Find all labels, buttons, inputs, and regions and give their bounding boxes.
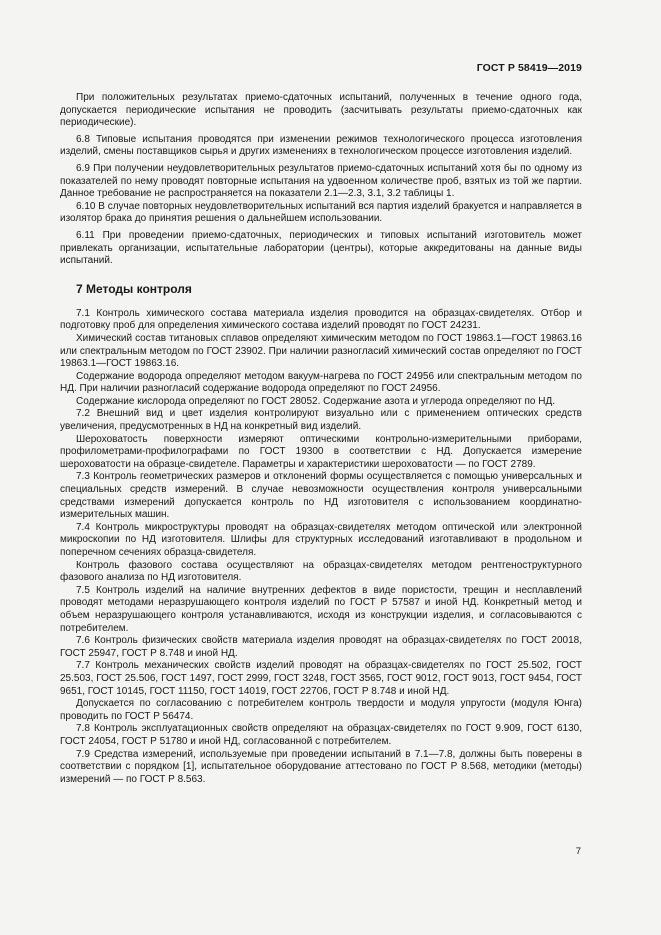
- paragraph-7-7: 7.7 Контроль механических свойств изделий проводят на образцах-свидетелях по ГОСТ 25.502, ГОСТ 25.503, ГОСТ 25.506, ГОСТ 1497, ГОСТ 2999, ГОСТ 3248, ГОСТ 3565, ГОСТ 9012, ГОСТ 9013, ГОСТ 9454, ГОСТ 9651, ГОСТ 10145, ГОСТ 11150, ГОСТ 14019, ГОСТ 22706, ГОСТ Р 8.748 и иной НД.: [60, 660, 582, 697]
- section-7-heading: 7 Методы контроля: [76, 281, 192, 296]
- page-number: 7: [575, 846, 581, 857]
- paragraph-7-8: 7.8 Контроль эксплуатационных свойств определяют на образцах-свидетелях по ГОСТ 9.909, ГОСТ 6130, ГОСТ 24054, ГОСТ Р 51780 и иной НД, согласованной с потребителем.: [60, 723, 582, 747]
- paragraph-7-1-hydrogen: Содержание водорода определяют методом вакуум-нагрева по ГОСТ 24956 или спектральным методом по НД. При наличии разногласий содержание водорода определяют по ГОСТ 24956.: [60, 370, 582, 395]
- paragraph-7-2: 7.2 Внешний вид и цвет изделия контролируют визуально или с применением оптических средств увеличения, предусмотренных в НД на конкретный вид изделий.: [60, 408, 582, 433]
- paragraph-6-8: 6.8 Типовые испытания проводятся при изменении режимов технологического процесса изготовления изделий, смены поставщиков сырья и других изменениях в технологическом процессе изготовления изделий.: [60, 133, 582, 158]
- paragraph-7-4: 7.4 Контроль микроструктуры проводят на образцах-свидетелях методом оптической или электронной микроскопии по НД изготовителя. Шлифы для структурных исследований изготавливают в продольном и поперечном сечениях образца-свидетеля.: [60, 521, 582, 558]
- standard-header: ГОСТ Р 58419—2019: [476, 62, 582, 74]
- paragraph-7-7-hardness: Допускается по согласованию с потребителем контроль твердости и модуля упругости (модуля Юнга) проводить по ГОСТ Р 56474.: [60, 698, 582, 722]
- paragraph-7-5: 7.5 Контроль изделий на наличие внутренних дефектов в виде пористости, трещин и несплавлений проводят методами неразрушающего контроля изделий по ГОСТ Р 57587 и иной НД. Конкретный метод и объем неразрушающего контроля устанавливаются, исходя из конструкции изделия, и согласовываются с потребителем.: [60, 584, 582, 634]
- paragraph-7-4-phase: Контроль фазового состава осуществляют на образцах-свидетелях методом рентгеноструктурного фазового анализа по НД изготовителя.: [60, 559, 582, 584]
- paragraph-7-9: 7.9 Средства измерений, используемые при проведении испытаний в 7.1—7.8, должны быть поверены в соответствии с порядком [1], испытательное оборудование аттестовано по ГОСТ Р 8.568, методики (методы) измерений — по ГОСТ Р 8.563.: [60, 748, 582, 785]
- paragraph-7-1-oxygen: Содержание кислорода определяют по ГОСТ 28052. Содержание азота и углерода определяют по НД.: [76, 395, 556, 407]
- paragraph-6-10: 6.10 В случае повторных неудовлетворительных испытаний вся партия изделий бракуется и направляется в изолятор брака до принятия решения о дальнейшем использовании.: [60, 200, 582, 225]
- paragraph-7-6: 7.6 Контроль физических свойств материала изделия проводят на образцах-свидетелях по ГОСТ 20018, ГОСТ 25947, ГОСТ Р 8.748 и иной НД.: [60, 635, 582, 659]
- paragraph-7-3: 7.3 Контроль геометрических размеров и отклонений формы осуществляется с помощью универсальных и специальных средств измерений. В случае невозможности осуществления контроля универсальными средствами измерений допускается контроль по НД изготовителя с использованием координатно-измерительных машин.: [60, 471, 582, 521]
- paragraph-7-1: 7.1 Контроль химического состава материала изделия проводится на образцах-свидетелях. Отбор и подготовку проб для определения химического состава изделий проводят по ГОСТ 24231.: [60, 307, 582, 332]
- paragraph-7-1-chemical: Химический состав титановых сплавов определяют химическим методом по ГОСТ 19863.1—ГОСТ 19863.16 или спектральным методом по ГОСТ 23902. При наличии разногласий химический состав определяют по ГОСТ 19863.1—ГОСТ 19863.16.: [60, 332, 582, 370]
- paragraph-6-7-cont: При положительных результатах приемо-сдаточных испытаний, полученных в течение одного года, допускается периодические испытания не проводить (засчитывать результаты приемо-сдаточных как периодические).: [60, 92, 582, 129]
- paragraph-7-2-roughness: Шероховатость поверхности измеряют оптическими контрольно-измерительными приборами, профилометрами-профилографами по ГОСТ 19300 в соответствии с НД. Допускается измерение шероховатости на образце-свидетеле. Параметры и характеристики шероховатости — по ГОСТ 2789.: [60, 433, 582, 470]
- paragraph-6-11: 6.11 При проведении приемо-сдаточных, периодических и типовых испытаний изготовитель может привлекать организации, испытательные лаборатории (центры), которые аккредитованы на данные виды испытаний.: [60, 229, 582, 267]
- page-body: [60, 92, 582, 786]
- paragraph-6-9: 6.9 При получении неудовлетворительных результатов приемо-сдаточных испытаний хотя бы по одному из показателей по нему проводят повторные испытания на удвоенном количестве проб, взятых из той же партии. Данное требование не распространяется на показатели 2.1—2.3, 3.1, 3.2 таблицы 1.: [60, 162, 582, 200]
